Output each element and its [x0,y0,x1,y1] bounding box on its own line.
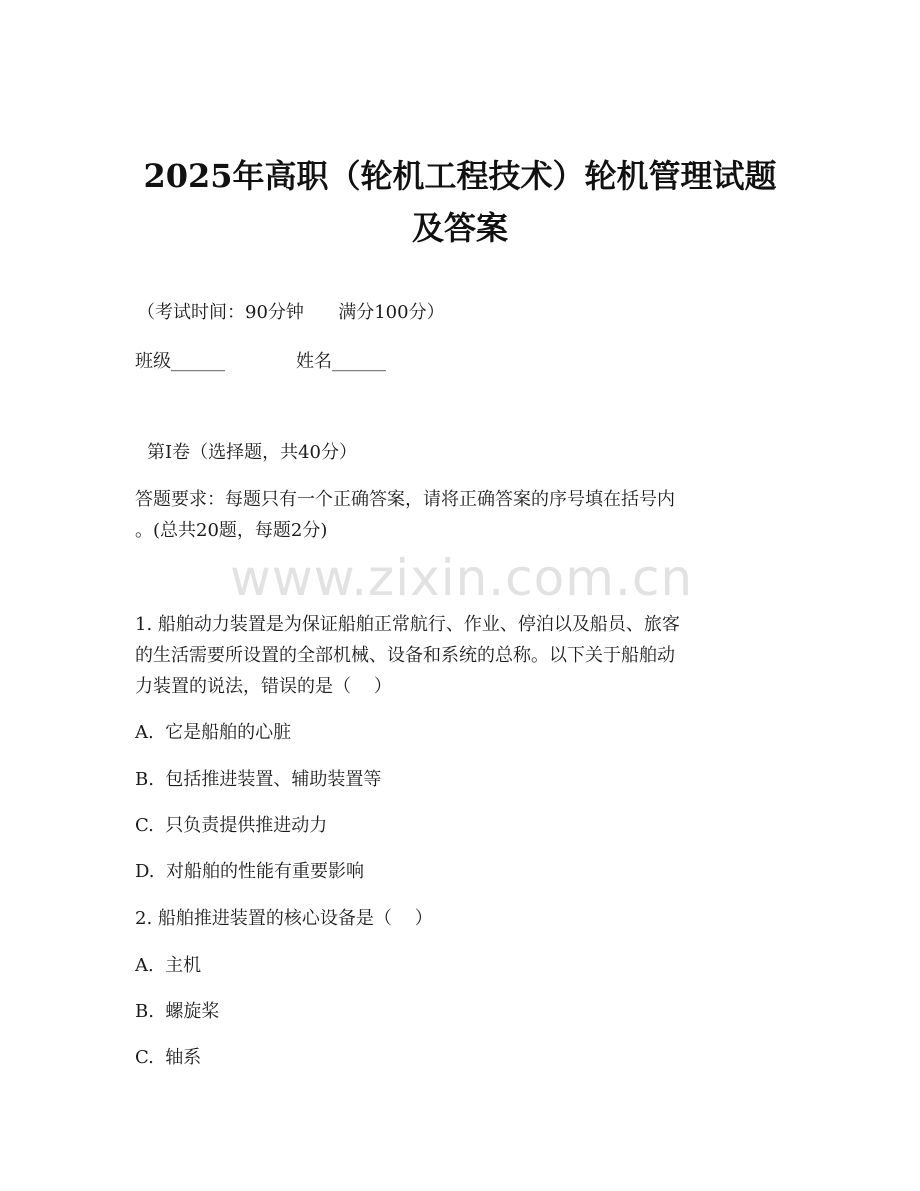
question-2-option-b: B. 螺旋桨 [135,1001,220,1022]
section-heading: 第Ⅰ卷（选择题，共40分） [147,442,358,463]
question-1-option-a: A. 它是船舶的心脏 [135,722,292,743]
document-title-line1: 2025年高职（轮机工程技术）轮机管理试题 [143,157,777,195]
exam-info: （考试时间：90分钟 满分100分） [137,302,445,323]
question-1-option-d: D. 对船舶的性能有重要影响 [135,861,364,882]
document-title-line2: 及答案 [411,209,508,247]
question-1-option-c: C. 只负责提供推进动力 [135,815,328,836]
question-2-option-c: C. 轴系 [135,1047,202,1068]
class-field-label: 班级______ [135,351,225,372]
name-field-label: 姓名______ [296,351,386,372]
question-1-option-b: B. 包括推进装置、辅助装置等 [135,769,382,790]
question-1-stem-line-2: 的生活需要所设置的全部机械、设备和系统的总称。以下关于船舶动 [135,645,675,666]
question-2-stem: 2. 船舶推进装置的核心设备是（ ） [135,908,433,929]
watermark: www.zixin.com.cn [230,549,694,607]
requirement-line-1: 答题要求：每题只有一个正确答案，请将正确答案的序号填在括号内 [135,489,675,510]
question-1-stem-line-3: 力装置的说法，错误的是（ ） [135,676,392,697]
question-2-option-a: A. 主机 [135,955,202,976]
requirement-line-2: 。(总共20题，每题2分) [135,520,328,541]
question-1-stem-line-1: 1. 船舶动力装置是为保证船舶正常航行、作业、停泊以及船员、旅客 [135,614,680,635]
